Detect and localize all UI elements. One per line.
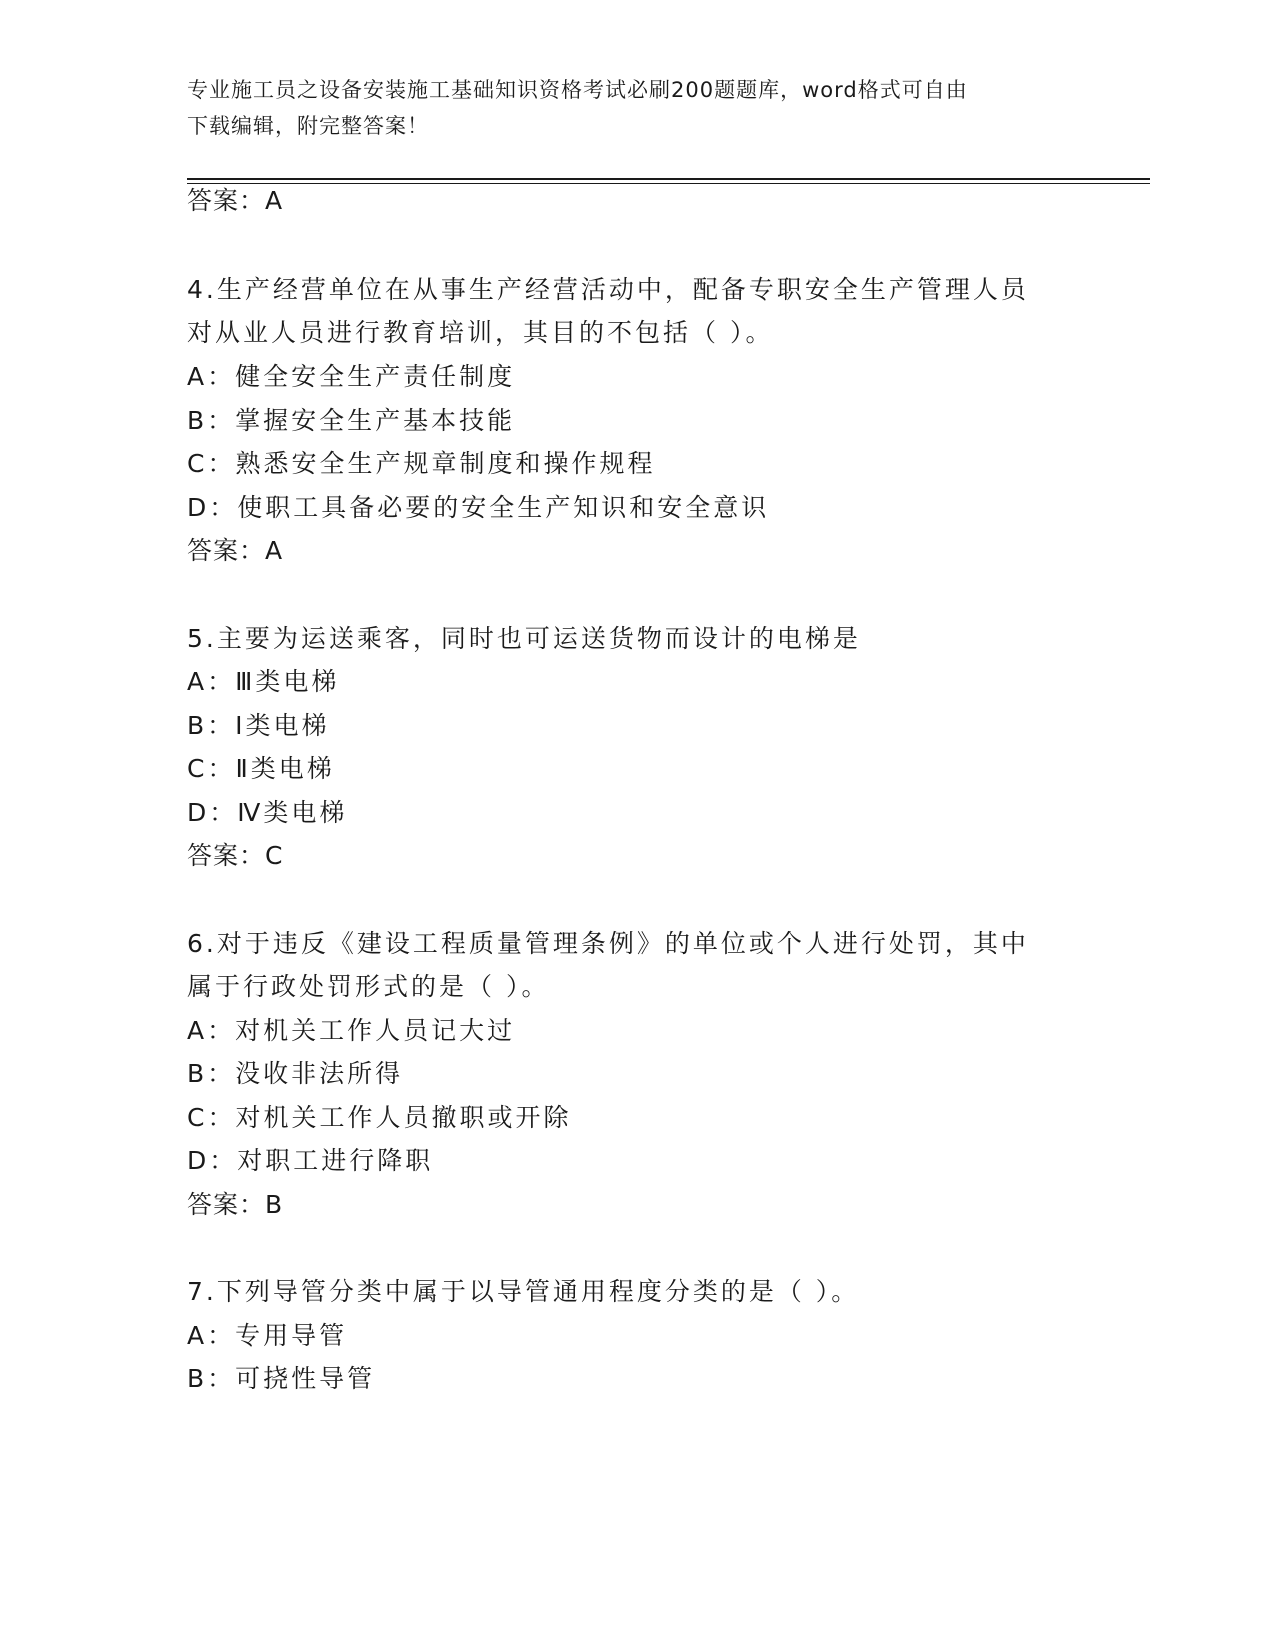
question-7-option-b: B：可挠性导管 [187,1364,376,1393]
question-7-option-a: A：专用导管 [187,1321,348,1350]
question-4-option-a: A：健全安全生产责任制度 [187,362,516,391]
question-6-option-c: C：对机关工作人员撤职或开除 [187,1103,572,1132]
question-6-stem-line-1: 6.对于违反《建设工程质量管理条例》的单位或个人进行处罚，其中 [187,929,1029,958]
question-6-answer: 答案：B [187,1190,284,1219]
question-4-option-d: D：使职工具备必要的安全生产知识和安全意识 [187,493,770,522]
header-divider [187,178,1150,180]
question-4-option-b: B：掌握安全生产基本技能 [187,406,516,435]
question-5-answer: 答案：C [187,841,284,870]
question-5-option-c: C：Ⅱ类电梯 [187,754,335,783]
header-divider-thin [187,183,1150,184]
question-5-option-d: D：Ⅳ类电梯 [187,798,348,827]
question-7-stem-line-1: 7.下列导管分类中属于以导管通用程度分类的是（ ）。 [187,1277,860,1306]
question-6-option-a: A：对机关工作人员记大过 [187,1016,516,1045]
question-5-option-b: B：Ⅰ类电梯 [187,711,330,740]
document-header [187,72,1087,144]
header-line-1: 专业施工员之设备安装施工基础知识资格考试必刷200题题库，word格式可自由 [187,78,968,102]
answer-previous: 答案：A [187,186,284,215]
question-4-answer: 答案：A [187,536,284,565]
question-5-option-a: A：Ⅲ类电梯 [187,667,340,696]
question-4-option-c: C：熟悉安全生产规章制度和操作规程 [187,449,656,478]
question-5-stem-line-1: 5.主要为运送乘客，同时也可运送货物而设计的电梯是 [187,624,861,653]
question-6-option-b: B：没收非法所得 [187,1059,404,1088]
question-4-stem-line-2: 对从业人员进行教育培训，其目的不包括（ ）。 [187,318,774,347]
question-6-stem-line-2: 属于行政处罚形式的是（ ）。 [187,972,550,1001]
question-4-stem-line-1: 4.生产经营单位在从事生产经营活动中，配备专职安全生产管理人员 [187,275,1029,304]
question-6-option-d: D：对职工进行降职 [187,1146,434,1175]
header-line-2: 下载编辑，附完整答案！ [187,114,429,138]
